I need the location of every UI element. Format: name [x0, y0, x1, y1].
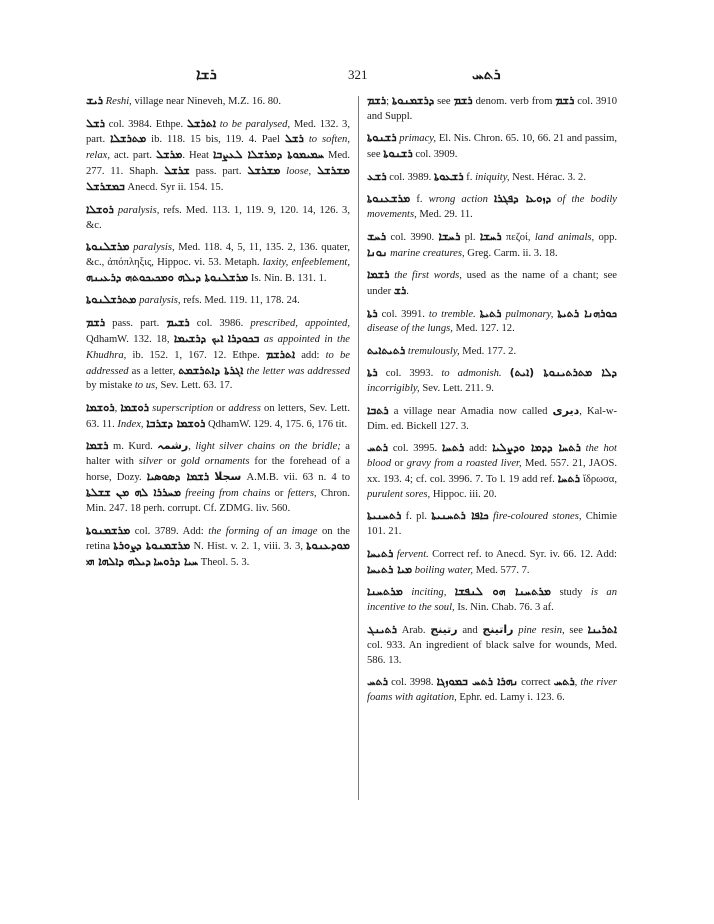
entry-text: add:: [464, 443, 493, 455]
syriac-term: ܪܬܐ: [367, 306, 378, 320]
syriac-term: ܪܫܡܐ: [86, 439, 109, 453]
syriac-term: ܡܪܫܡܢܘܬܐ: [86, 523, 131, 537]
entry-text: used as the name of a chant; see under: [367, 270, 617, 298]
gloss-italic: tremulously,: [407, 345, 460, 357]
entry-text: ib. 118. 15 bis, 119. 4. Pael: [146, 134, 285, 146]
syriac-term: ܢܗܪܐ ܪܬܚ ܒܡܘܙܓܐ: [436, 675, 519, 688]
gloss-italic: paralysis,: [139, 295, 181, 307]
syriac-term: رتينج: [430, 622, 458, 636]
entry-text: El. Nis. Chron. 65. 10, 66. 21 and passim, see: [367, 133, 617, 161]
entry-text: Sev. Lett. 63. 17.: [157, 380, 233, 392]
gloss-italic: gold ornaments: [181, 456, 250, 468]
syriac-term: ܪܬܐ: [367, 366, 378, 380]
syriac-term: ܪܫܡ: [367, 94, 387, 107]
gloss-italic: Index,: [117, 418, 144, 430]
entry-text: col. 3909.: [412, 149, 458, 161]
syriac-term: ܡܪܫܥܢܘܬܐ: [367, 192, 411, 206]
gloss-italic: fetters,: [287, 488, 317, 500]
entry-text: a village near Amadia now called: [388, 405, 553, 417]
dictionary-entry: [367, 307, 617, 338]
gloss-italic: as appointed in the Khudhra,: [86, 333, 350, 361]
entry-text: Med. 277. 11. Shaph.: [86, 150, 350, 178]
entry-text: Nest. Hérac. 3. 2.: [509, 171, 586, 183]
gloss-italic: pulmonary,: [505, 308, 554, 320]
right-column: [367, 94, 617, 914]
syriac-term: رشمہ: [157, 439, 189, 453]
dictionary-entry: [367, 623, 617, 669]
syriac-term: ܡܬܪܫܠܐ: [110, 132, 147, 146]
syriac-term: ܪܘܫܡܐ: [86, 400, 115, 414]
entry-text: Med. 29. 11.: [416, 209, 473, 221]
entry-text: col. 3995.: [388, 443, 443, 455]
entry-text: col. 3998.: [388, 677, 437, 688]
entry-text: or: [213, 402, 229, 414]
syriac-term: ܪܚܫ: [367, 229, 387, 243]
dictionary-entry: [367, 131, 617, 163]
running-head-left: ܪܫܐ: [196, 67, 217, 83]
syriac-term: ܪܬܝܬܐ: [479, 306, 502, 320]
entry-text: Is. Nin. Chab. 76. 3 af.: [454, 602, 554, 614]
syriac-term: ܪܫܡ: [86, 315, 106, 329]
gloss-italic: inciting,: [411, 587, 447, 599]
entry-text: denom. verb from: [472, 96, 556, 107]
syriac-term: ܡܫܪܫܠ: [247, 164, 281, 178]
entry-text: Correct ref. to Anecd. Syr. iv. 66. 12. Add:: [428, 548, 617, 560]
entry-text: Med. 177. 2.: [459, 345, 517, 357]
gloss-italic: prescribed, appointed,: [250, 317, 350, 329]
entry-text: A.M.B. vii. 63 n. 4 to: [241, 472, 350, 484]
syriac-term: ܡܬܪܫܠܢܘܬܐ: [86, 293, 137, 307]
gloss-italic: the letter was addressed: [246, 365, 350, 377]
entry-text: Arab.: [396, 624, 431, 636]
page-number: 321: [348, 67, 368, 82]
entry-text: or: [270, 488, 288, 500]
syriac-term: ܡܘܕܥܢܘܬܐ ܕܝܠܗ ܕܐܠܗܐ ܗܝ: [86, 539, 350, 569]
syriac-term: ܪܬܚ: [367, 441, 388, 455]
dictionary-entry: [367, 509, 617, 540]
syriac-term: ܪܬܝܢܓ: [367, 622, 397, 636]
entry-text: as a letter,: [128, 365, 179, 377]
entry-text: act. part.: [110, 150, 157, 162]
gloss-italic: the hot blood: [367, 443, 617, 470]
syriac-term: ܪܘܫܡܐ ܕܫܪܒܐ: [146, 416, 206, 430]
syriac-term: ܡܪܫܠ: [156, 148, 183, 162]
entry-text: refs. Med. 119. 11, 178. 24.: [180, 295, 300, 307]
syriac-term: ܡܪܫܠܢܘܬܐ ܕܝܠܗ ܘܡܟܝܟܘܬܗ ܕܪܥܝܢܗ: [86, 270, 249, 284]
gloss-italic: primacy,: [399, 133, 437, 145]
gloss-italic: the river foams with agitation,: [367, 677, 617, 703]
dictionary-entry: [86, 203, 350, 234]
entry-text: QdhamW. 132. 18,: [86, 333, 174, 345]
dictionary-entry: [367, 441, 617, 503]
syriac-term: ܪܚܫܐ: [438, 229, 461, 243]
entry-text: Sev. Lett. 211. 9.: [419, 383, 494, 395]
gloss-italic: the first words,: [394, 270, 462, 282]
entry-text: Greg. Carm. ii. 3. 18.: [464, 247, 558, 259]
dictionary-entry: [367, 404, 617, 435]
gloss-italic: gravy from a roasted liver,: [406, 458, 522, 470]
syriac-term: ܡܪܫܠܢܘܬܐ: [86, 240, 130, 254]
entry-text: opp.: [594, 231, 617, 243]
entry-text: col. 3990.: [386, 231, 439, 243]
entry-text: Chron. Min. 247. 18 perh. corrupt. Cf. ZDMG. liv. 560.: [86, 488, 350, 514]
dictionary-entry: [86, 401, 350, 433]
entry-text: by mistake: [86, 380, 135, 392]
syriac-term: ܡܫܪܫܠ ܒܡܫܪܫܠ: [86, 164, 350, 194]
dictionary-entry: [367, 344, 617, 360]
gloss-italic: fervent.: [396, 548, 429, 560]
entry-text: study: [551, 587, 591, 599]
entry-text: or: [162, 456, 182, 468]
gloss-italic: address: [228, 402, 261, 414]
syriac-term: ܡܪܬܚܢܐ: [367, 585, 403, 599]
syriac-term: ܪܘܫܡܐ: [120, 400, 149, 414]
syriac-term: ܪܬܒܐ: [367, 403, 389, 417]
gloss-italic: superscription: [152, 402, 214, 414]
syriac-term: ܪܫܡ: [555, 94, 575, 107]
entry-text: on letters, Sev. Lett. 63. 11.: [86, 402, 350, 430]
dictionary-entry: [367, 170, 617, 186]
syriac-term: ܡܚܪܪܐ ܠܗ ܡܢ ܫܫܠܬܐ: [86, 486, 182, 500]
syriac-term: ܪܫܡܐ ܕܣܘܣܝܐ: [146, 470, 210, 484]
dictionary-entry: [367, 585, 617, 616]
entry-text: ἴδρωσα,: [580, 474, 617, 486]
entry-text: . Heat: [182, 150, 213, 162]
syriac-term: ܪܬܚ: [367, 675, 388, 688]
syriac-term: ܪܬܚܐ: [442, 441, 465, 455]
syriac-term: ܪܬܝܚܐ: [367, 546, 394, 560]
entry-text: on the retina: [86, 525, 350, 553]
gloss-italic: to be paralysed,: [219, 118, 291, 130]
gloss-italic: the forming of an image: [208, 525, 318, 537]
entry-text: Med. 132. 3, part.: [86, 118, 350, 146]
syriac-term: ܐܬܪܫܠ: [186, 116, 216, 130]
gloss-italic: laxity, enfeeblement,: [262, 256, 350, 268]
entry-text: N. Hist. v. 2. 1, viii. 3. 3,: [190, 541, 307, 553]
entry-text: ,: [114, 402, 121, 414]
entry-text: ,: [574, 677, 581, 688]
entry-text: col. 3984. Ethpe.: [104, 118, 187, 130]
gloss-italic: to admonish.: [441, 368, 502, 380]
syriac-term: ܪܫܢܘܬܐ: [367, 131, 397, 145]
syriac-term: ܕܪܫܡܢܘܬܐ: [391, 94, 435, 107]
syriac-term: ܡܪܬܚܢܐ ܗܘ ܠܢܦܫܐ: [454, 585, 551, 599]
syriac-term: ܚܡܝܡܘܬܐ ܕܡܪܫܠܐ ܠܥܨܒܐ: [212, 148, 324, 162]
entry-text: for the forehead of a horse, Dozy.: [86, 456, 350, 484]
entry-text: village near Nineveh, M.Z. 16. 80.: [131, 96, 281, 107]
syriac-term: ܪܫܥܘܬܐ: [433, 169, 464, 183]
entry-text: Chimie 101. 21.: [367, 511, 617, 538]
syriac-term: ܪܘܫܠܐ: [86, 202, 114, 216]
gloss-italic: iniquity,: [475, 171, 510, 183]
syriac-term: ܚܝܐ ܕܪܘܚܐ: [153, 555, 199, 569]
gloss-italic: disease of the lungs,: [367, 323, 453, 335]
syriac-term: ܕܠܐ ܡܬܪܬܝܢܘܬܐ (ܐܝܬ): [509, 366, 617, 380]
dictionary-entry: [86, 240, 350, 287]
syriac-term: ܐܓܪܬܐ ܕܐܬܪܫܡܬ: [178, 363, 244, 377]
syriac-term: ܪܫܡ: [453, 94, 473, 107]
syriac-term: ܢܘܢܐ: [367, 245, 388, 259]
entry-text: Med. 577. 7.: [473, 564, 530, 576]
entry-text: .: [406, 286, 409, 298]
syriac-term: ܪܬܚܐ ܕܕܡܐ ܘܕܨܠܝܐ: [492, 441, 581, 455]
entry-text: Hippoc. iii. 20.: [430, 488, 497, 500]
dictionary-entry: [367, 366, 617, 397]
entry-text: [502, 368, 510, 379]
gloss-italic: boiling water,: [414, 564, 474, 576]
dictionary-entry: [367, 192, 617, 223]
syriac-term: ܪܫܠ: [284, 132, 304, 146]
gloss-italic: incorrigibly,: [367, 383, 420, 395]
entry-text: m. Kurd.: [108, 441, 158, 453]
gloss-italic: of the bodily movements,: [367, 194, 617, 221]
entry-text: Anecd. Syr ii. 154. 15.: [124, 182, 224, 194]
syriac-term: ܟܘܪܗܢܐ ܪܬܝܬܐ: [557, 306, 617, 320]
entry-text: correct: [518, 677, 554, 688]
entry-text: Is. Nin. B. 131. 1.: [248, 272, 327, 284]
gloss-italic: light silver chains on the bridle;: [195, 441, 341, 453]
entry-text: f.: [410, 194, 429, 206]
entry-text: ib. 152. 1, 167. 12. Ethpe.: [126, 349, 266, 361]
syriac-term: ܪܝܫ: [86, 94, 103, 107]
entry-text: Med. 557. 21, JAOS. xx. 193. 4; cf. col. 3996. 7. To l. 19 add ref.: [367, 458, 617, 486]
gloss-italic: wrong action: [428, 194, 488, 206]
dictionary-entry: [86, 524, 350, 572]
syriac-term: ܐܝܟ ܕܪܫܝܡܐ: [173, 331, 224, 345]
syriac-term: ܟܐܦܐ ܪܬܚܢܝܬܐ: [431, 509, 489, 523]
entry-text: Med. 118. 4, 5, 11, 135. 2, 136. quater, &c., ἀπόπληξις, Hippoc. vi. 53. Metaph.: [86, 242, 350, 268]
entry-text: col. 3989.: [386, 171, 434, 183]
entry-text: a halter with: [86, 441, 350, 468]
gloss-italic: marine creatures,: [390, 247, 465, 259]
dictionary-entry: [86, 293, 350, 309]
syriac-term: ܪܫ: [393, 284, 407, 298]
syriac-term: ܪܬܝܬܐܝܬ: [367, 343, 406, 357]
syriac-term: ܡܪܫܡܢܘܬܐ ܕܨܘܪܬܐ: [113, 539, 191, 553]
entry-text: f. pl.: [401, 511, 432, 523]
syriac-term: ܕܙܘܥܐ ܕܦܓܪܐ: [493, 192, 552, 206]
column-divider: [358, 96, 359, 800]
gloss-italic: to us,: [134, 380, 158, 392]
entry-text: f.: [463, 171, 476, 183]
gloss-italic: to tremble.: [428, 308, 476, 320]
gloss-italic: paralysis,: [117, 204, 160, 216]
entry-text: see: [564, 624, 588, 636]
gloss-italic: loose,: [286, 166, 312, 178]
dictionary-entry: [367, 94, 617, 125]
entry-text: Ephr. ed. Lamy i. 123. 6.: [456, 691, 565, 703]
entry-text: col. 3993.: [377, 368, 442, 380]
gloss-italic: to soften, relax,: [86, 134, 350, 162]
syriac-term: راتينج: [482, 622, 514, 636]
dictionary-entry: [86, 439, 350, 517]
entry-text: πεζοί,: [501, 231, 535, 243]
entry-text: see: [434, 96, 454, 107]
entry-text: col. 3986.: [189, 317, 251, 329]
dictionary-entry: [86, 117, 350, 197]
entry-text: pass. part.: [105, 317, 167, 329]
gloss-italic: to be addressed: [86, 349, 350, 377]
running-head-right: ܪܬܚ: [472, 67, 501, 83]
syriac-term: ܪܫܠ: [86, 116, 105, 130]
syriac-term: ܪܫܢܘܬܐ: [383, 147, 413, 161]
syriac-term: ܡܝܐ ܪܬܝܚܐ: [367, 562, 413, 576]
entry-text: col. 933. An ingredient of black salve for wounds, Med. 586. 13.: [367, 639, 617, 666]
syriac-term: ܪܫܝܡ: [166, 315, 190, 329]
entry-text: [446, 587, 454, 598]
entry-text: pl.: [460, 231, 480, 243]
gloss-italic: silver: [138, 456, 163, 468]
dictionary-entry: [367, 675, 617, 706]
entry-text: pass. part.: [189, 166, 248, 178]
syriac-term: ܫܪܫܠ: [164, 164, 190, 178]
entry-text: and: [457, 624, 483, 636]
entry-text: Theol. 5. 3.: [198, 557, 250, 569]
gloss-italic: fire-coloured stones,: [492, 511, 582, 523]
gloss-italic: pine resin,: [518, 624, 565, 636]
entry-text: add:: [295, 349, 326, 361]
gloss-italic: is an incentive to the soul,: [367, 587, 617, 614]
gloss-italic: freeing from chains: [185, 488, 271, 500]
syriac-term: ܪܚܫܐ: [479, 229, 502, 243]
gloss-italic: land animals,: [534, 231, 595, 243]
syriac-term: ܐܬܪܝܢܐ: [587, 622, 617, 636]
entry-text: , Kal-w-Dim. ed. Bickell 127. 3.: [367, 405, 617, 432]
dictionary-entry: [367, 547, 617, 579]
entry-text: col. 3789. Add:: [130, 525, 209, 537]
syriac-term: ܐܬܪܫܡ: [265, 347, 296, 361]
dictionary-entry: [86, 316, 350, 395]
dictionary-entry: [367, 268, 617, 300]
syriac-term: ܒܟܘܕܪܐ: [227, 331, 260, 345]
left-column: [86, 94, 350, 914]
syriac-term: سجلا: [214, 470, 242, 484]
entry-text: QdhamW. 129. 4, 175. 6, 176 tit.: [205, 418, 348, 430]
dictionary-entry: [86, 94, 350, 110]
syriac-term: ܪܬܚܐ: [557, 472, 580, 486]
gloss-italic: purulent sores,: [367, 488, 431, 500]
entry-text: or: [391, 458, 407, 470]
syriac-term: ܪܫܥ: [367, 169, 387, 183]
syriac-term: ديرى: [552, 403, 580, 417]
entry-text: refs. Med. 113. 1, 119. 9, 120. 14, 126. 3, &c.: [86, 204, 350, 231]
dictionary-entry: [367, 230, 617, 262]
gloss-italic: Reshi,: [105, 96, 132, 107]
entry-text: Med. 127. 12.: [452, 323, 515, 335]
entry-text: col. 3910 and Suppl.: [367, 96, 617, 122]
entry-text: ;: [386, 96, 392, 107]
syriac-term: ܪܬܚ: [553, 675, 575, 688]
page-header: [0, 66, 714, 86]
entry-text: col. 3991.: [377, 308, 429, 320]
syriac-term: ܪܫܡܐ: [367, 268, 390, 282]
entry-text: ,: [188, 441, 196, 453]
syriac-term: ܪܬܚܢܝܬܐ: [367, 509, 402, 523]
gloss-italic: paralysis,: [133, 242, 175, 254]
